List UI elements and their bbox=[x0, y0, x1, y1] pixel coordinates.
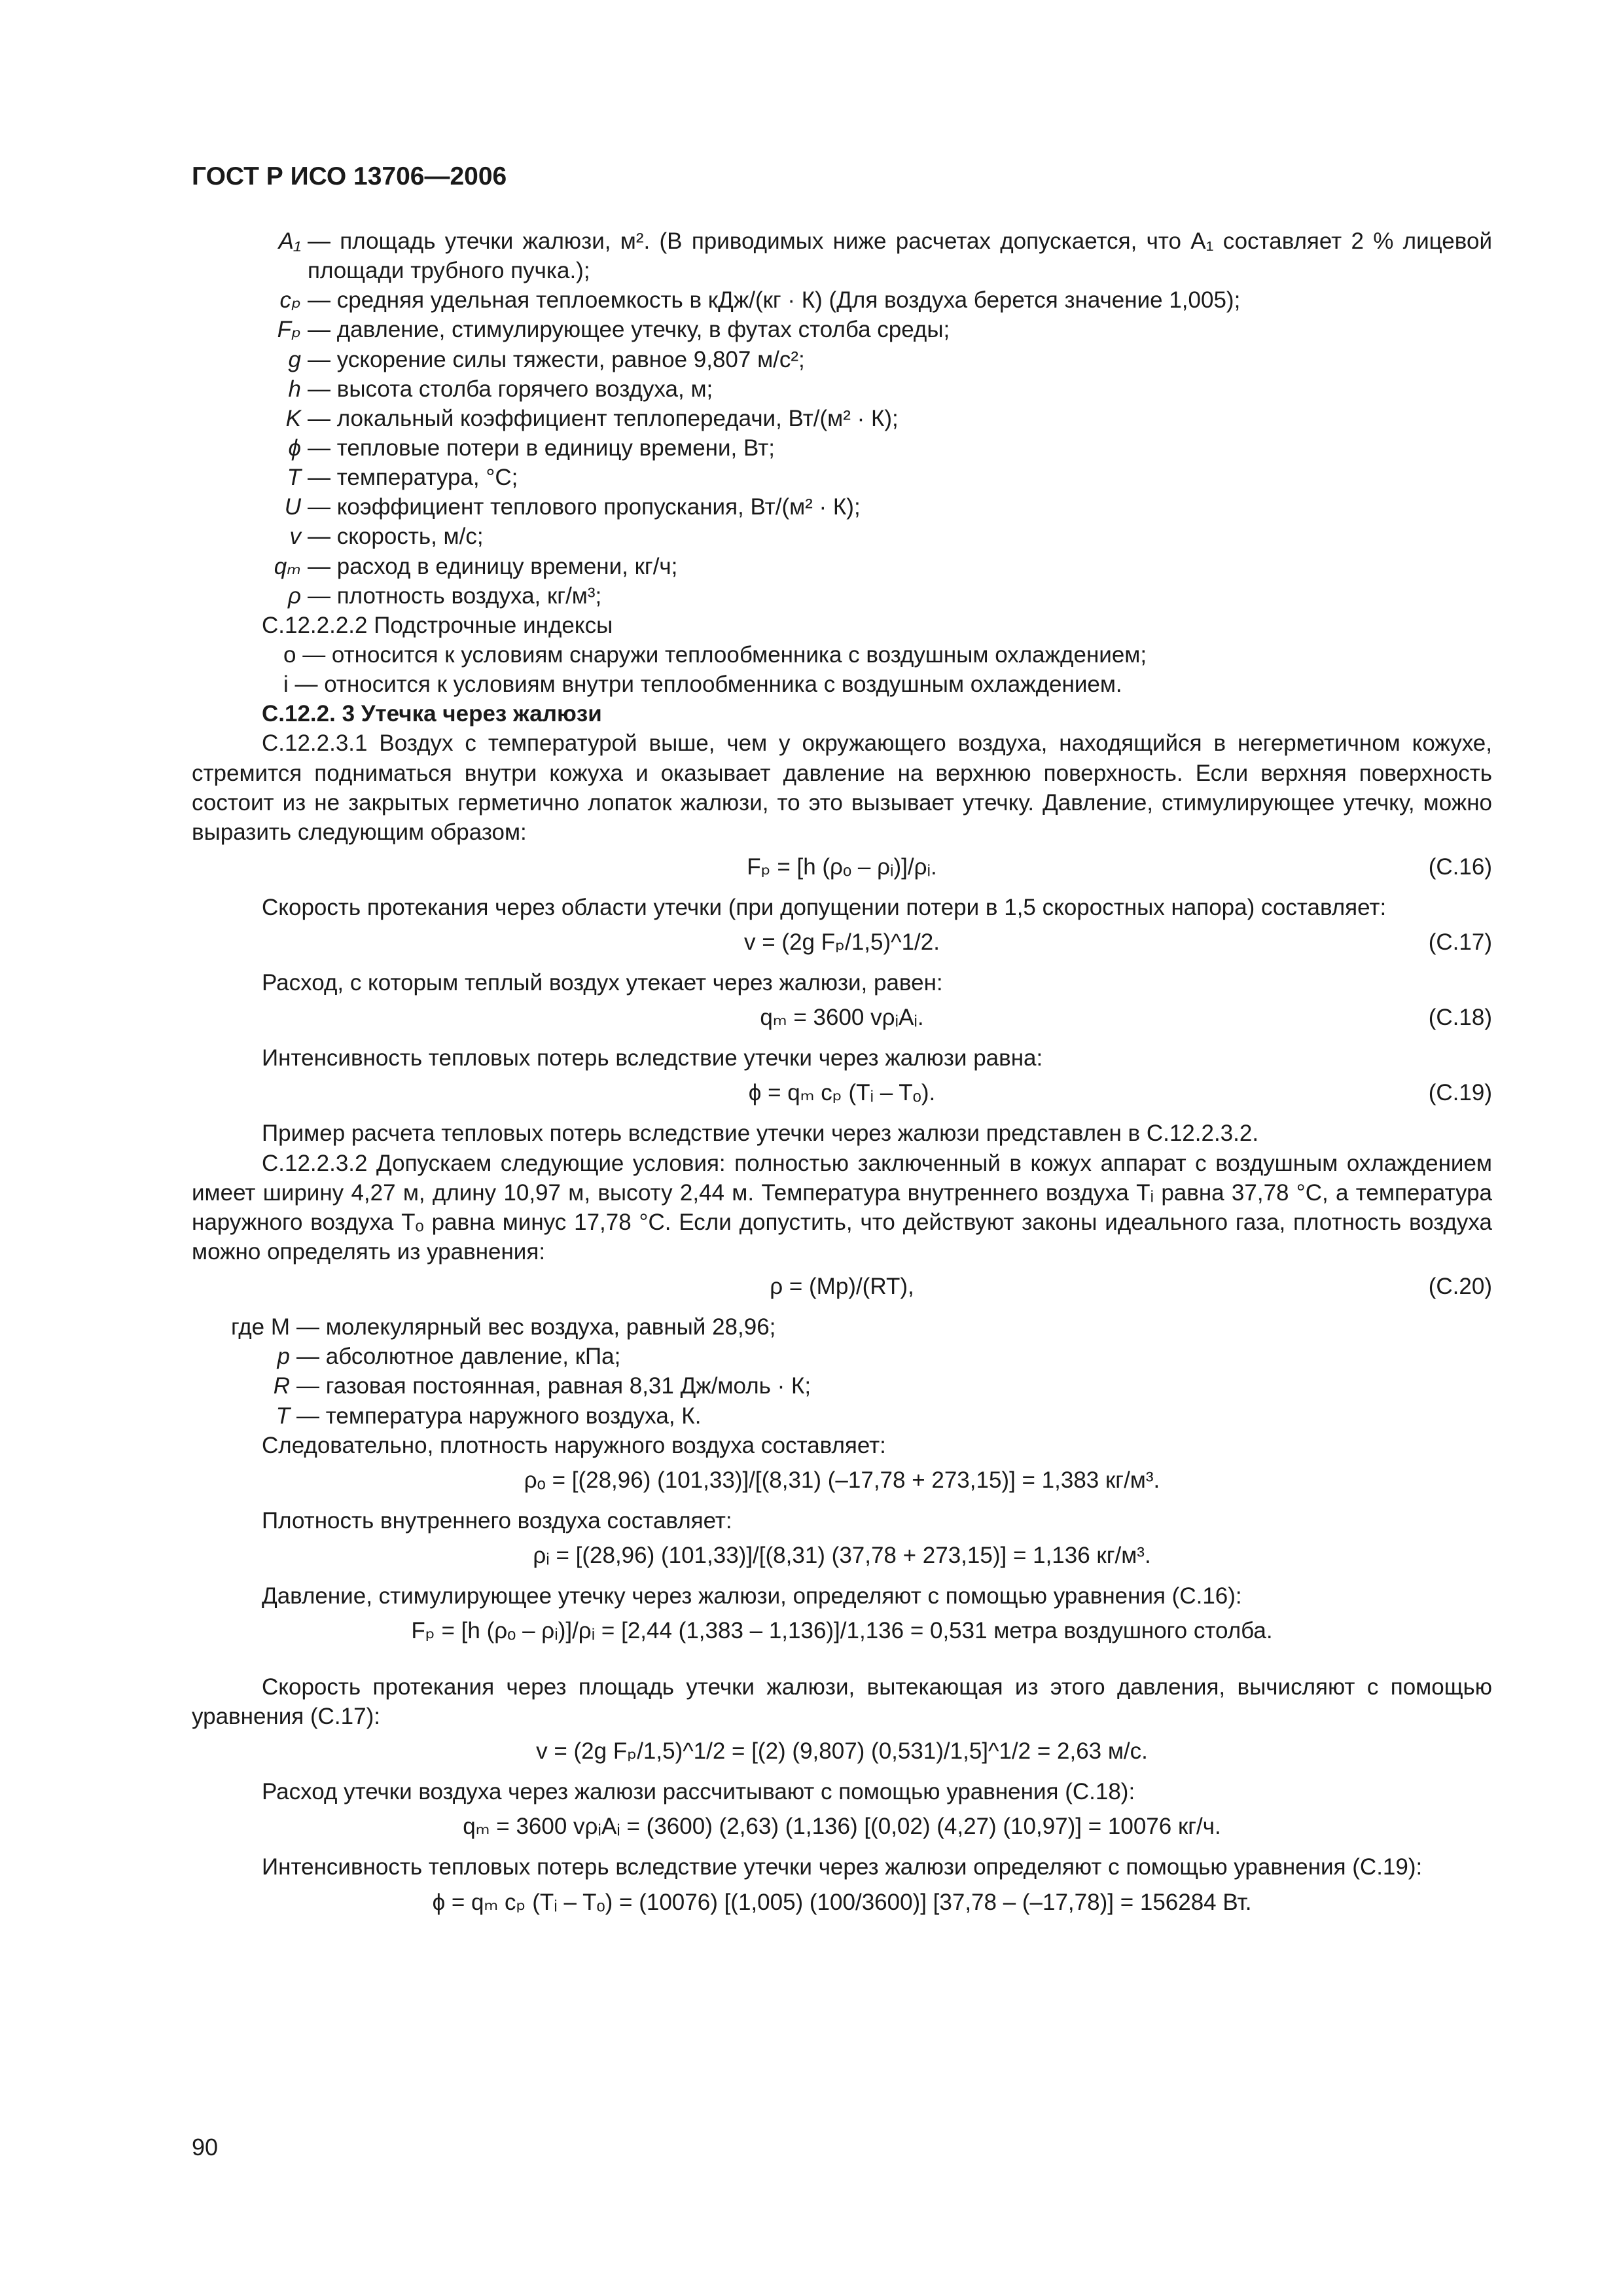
subscript-item: i — относится к условиям внутри теплообменника с воздушным охлаждением. bbox=[283, 672, 1122, 698]
equation-formula: qₘ = 3600 vρᵢAᵢ. bbox=[760, 1005, 924, 1031]
variable-symbol: cₚ bbox=[279, 287, 301, 314]
calculation bbox=[192, 1888, 1492, 1923]
where-desc: — газовая постоянная, равная 8,31 Дж/моль · К; bbox=[296, 1373, 812, 1399]
calculation bbox=[192, 1616, 1492, 1651]
variable-desc: — средняя удельная теплоемкость в кДж/(кг · К) (Для воздуха берется значение 1,005); bbox=[308, 287, 1241, 314]
variable-desc: — тепловые потери в единицу времени, Вт; bbox=[308, 435, 775, 461]
equation bbox=[192, 1272, 1492, 1307]
paragraph: С.12.2.3.2 Допускаем следующие условия: полностью заключенный в кожух аппарат с воздушным охлаждением имеет ширину 4,27 м, длину 10,97 м, высоту 2,44 м. Температура внутреннего воздуха Tᵢ равна 37,78 °С, а температура наружного воздуха Tₒ равна минус 17,78 °С. Если допустить, что действуют законы идеального газа, плотность воздуха можно определять из уравнения: bbox=[192, 1150, 1492, 1265]
where-desc: — температура наружного воздуха, К. bbox=[296, 1403, 702, 1429]
variable-item bbox=[192, 433, 1492, 463]
calculation-formula: ϕ = qₘ cₚ (Tᵢ – Tₒ) = (10076) [(1,005) (100/3600)] [37,78 – (–17,78)] = 156284 Вт. bbox=[432, 1889, 1252, 1915]
paragraph: Пример расчета тепловых потерь вследствие утечки через жалюзи представлен в С.12.2.3.2. bbox=[262, 1121, 1259, 1147]
variable-desc: — расход в единицу времени, кг/ч; bbox=[308, 553, 678, 579]
variable-desc: — локальный коэффициент теплопередачи, Вт/(м² · К); bbox=[308, 405, 899, 431]
calculation bbox=[192, 1541, 1492, 1576]
equation-number: (С.19) bbox=[1428, 1080, 1492, 1106]
paragraph: Расход, с которым теплый воздух утекает через жалюзи, равен: bbox=[262, 970, 943, 996]
variable-symbol: Fₚ bbox=[277, 317, 301, 343]
calculation-formula: qₘ = 3600 vρᵢAᵢ = (3600) (2,63) (1,136) [(0,02) (4,27) (10,97)] = 10076 кг/ч. bbox=[463, 1814, 1221, 1840]
variable-desc: — высота столба горячего воздуха, м; bbox=[308, 376, 713, 402]
variable-desc: — скорость, м/с; bbox=[308, 524, 484, 550]
where-list bbox=[192, 1312, 1492, 1431]
where-desc: — абсолютное давление, кПа; bbox=[296, 1344, 621, 1370]
variable-symbol: U bbox=[284, 494, 301, 520]
variable-symbol: ϕ bbox=[288, 435, 301, 461]
page-number: 90 bbox=[192, 2134, 219, 2161]
variable-desc: — давление, стимулирующее утечку, в футах столба среды; bbox=[308, 317, 950, 343]
paragraph: Скорость протекания через площадь утечки жалюзи, вытекающая из этого давления, вычисляют с помощью уравнения (С.17): bbox=[192, 1674, 1492, 1730]
variable-item bbox=[192, 315, 1492, 344]
where-item bbox=[192, 1342, 1492, 1371]
variable-symbol: T bbox=[287, 465, 301, 491]
where-symbol: где M bbox=[231, 1314, 290, 1340]
equation-number: (С.16) bbox=[1428, 853, 1492, 880]
calculation bbox=[192, 1465, 1492, 1501]
equation bbox=[192, 852, 1492, 888]
subscript-item: o — относится к условиям снаружи теплообменника с воздушным охлаждением; bbox=[283, 641, 1147, 668]
equation bbox=[192, 1078, 1492, 1113]
variable-item bbox=[192, 492, 1492, 522]
calculation bbox=[192, 1736, 1492, 1772]
variable-item bbox=[192, 226, 1492, 285]
equation-number: (С.18) bbox=[1428, 1005, 1492, 1031]
calculation-formula: ρᵢ = [(28,96) (101,33)]/[(8,31) (37,78 + 273,15)] = 1,136 кг/м³. bbox=[533, 1542, 1151, 1568]
variable-item bbox=[192, 345, 1492, 374]
equation bbox=[192, 927, 1492, 963]
paragraph: Интенсивность тепловых потерь вследствие утечки через жалюзи равна: bbox=[262, 1045, 1043, 1071]
subscripts-heading: С.12.2.2.2 Подстрочные индексы bbox=[262, 612, 613, 638]
equation-formula: Fₚ = [h (ρₒ – ρᵢ)]/ρᵢ. bbox=[747, 853, 937, 880]
equation-formula: ϕ = qₘ cₚ (Tᵢ – Tₒ). bbox=[748, 1080, 936, 1106]
variable-symbol: v bbox=[289, 524, 301, 550]
paragraph: Давление, стимулирующее утечку через жалюзи, определяют с помощью уравнения (С.16): bbox=[262, 1583, 1242, 1609]
variable-symbol: g bbox=[288, 346, 301, 372]
paragraph: Плотность внутреннего воздуха составляет: bbox=[262, 1507, 732, 1534]
where-symbol: T bbox=[276, 1403, 290, 1429]
document-header: ГОСТ Р ИСО 13706—2006 bbox=[192, 162, 507, 190]
paragraph: Следовательно, плотность наружного воздуха составляет: bbox=[262, 1432, 886, 1458]
where-item bbox=[192, 1371, 1492, 1401]
paragraph: Расход утечки воздуха через жалюзи рассчитывают с помощью уравнения (С.18): bbox=[262, 1779, 1135, 1805]
where-symbol: R bbox=[273, 1373, 290, 1399]
variable-item bbox=[192, 522, 1492, 551]
variable-symbol: h bbox=[288, 376, 301, 402]
equation bbox=[192, 1003, 1492, 1038]
variable-symbol: A₁ bbox=[278, 228, 301, 254]
variable-desc: — площадь утечки жалюзи, м². (В приводимых ниже расчетах допускается, что A₁ составляет 2 % лицевой площади трубного пучка.); bbox=[308, 228, 1492, 284]
variable-symbol: ρ bbox=[287, 583, 301, 609]
document-body bbox=[192, 226, 1492, 1928]
section-heading: С.12.2. 3 Утечка через жалюзи bbox=[262, 701, 602, 727]
variable-symbol: qₘ bbox=[274, 553, 301, 579]
equation-formula: ρ = (Mp)/(RT), bbox=[770, 1274, 914, 1300]
calculation-formula: v = (2g Fₚ/1,5)^1/2 = [(2) (9,807) (0,531)/1,5]^1/2 = 2,63 м/с. bbox=[536, 1738, 1148, 1765]
where-desc: — молекулярный вес воздуха, равный 28,96; bbox=[296, 1314, 776, 1340]
paragraph: Интенсивность тепловых потерь вследствие утечки через жалюзи определяют с помощью уравнения (С.19): bbox=[262, 1854, 1423, 1880]
variable-desc: — температура, °С; bbox=[308, 465, 518, 491]
equation-number: (С.20) bbox=[1428, 1274, 1492, 1300]
calculation-formula: ρₒ = [(28,96) (101,33)]/[(8,31) (–17,78 + 273,15)] = 1,383 кг/м³. bbox=[524, 1467, 1160, 1493]
calculation bbox=[192, 1812, 1492, 1847]
where-item bbox=[192, 1401, 1492, 1431]
variable-item bbox=[192, 374, 1492, 404]
variable-desc: — ускорение силы тяжести, равное 9,807 м/с²; bbox=[308, 346, 805, 372]
variable-item bbox=[192, 581, 1492, 611]
variable-item bbox=[192, 285, 1492, 315]
variable-desc: — плотность воздуха, кг/м³; bbox=[308, 583, 602, 609]
where-item bbox=[192, 1312, 1492, 1342]
equation-number: (С.17) bbox=[1428, 929, 1492, 956]
variable-item bbox=[192, 404, 1492, 433]
variable-item bbox=[192, 552, 1492, 581]
equation-formula: v = (2g Fₚ/1,5)^1/2. bbox=[744, 929, 940, 956]
where-symbol: p bbox=[277, 1344, 290, 1370]
calculation-formula: Fₚ = [h (ρₒ – ρᵢ)]/ρᵢ = [2,44 (1,383 – 1,136)]/1,136 = 0,531 метра воздушного столба. bbox=[411, 1618, 1273, 1644]
variable-desc: — коэффициент теплового пропускания, Вт/(м² · К); bbox=[308, 494, 861, 520]
variable-item bbox=[192, 463, 1492, 492]
variables-list bbox=[192, 226, 1492, 611]
paragraph: С.12.2.3.1 Воздух с температурой выше, чем у окружающего воздуха, находящийся в негерметичном кожухе, стремится подниматься внутри кожуха и оказывает давление на верхнюю поверхность. Если верхняя поверхность состоит из не закрытых герметично лопаток жалюзи, то это вызывает утечку. Давление, стимулирующее утечку, можно выразить следующим образом: bbox=[192, 730, 1492, 845]
paragraph: Скорость протекания через области утечки (при допущении потери в 1,5 скоростных напора) составляет: bbox=[262, 894, 1387, 920]
variable-symbol: K bbox=[285, 405, 301, 431]
